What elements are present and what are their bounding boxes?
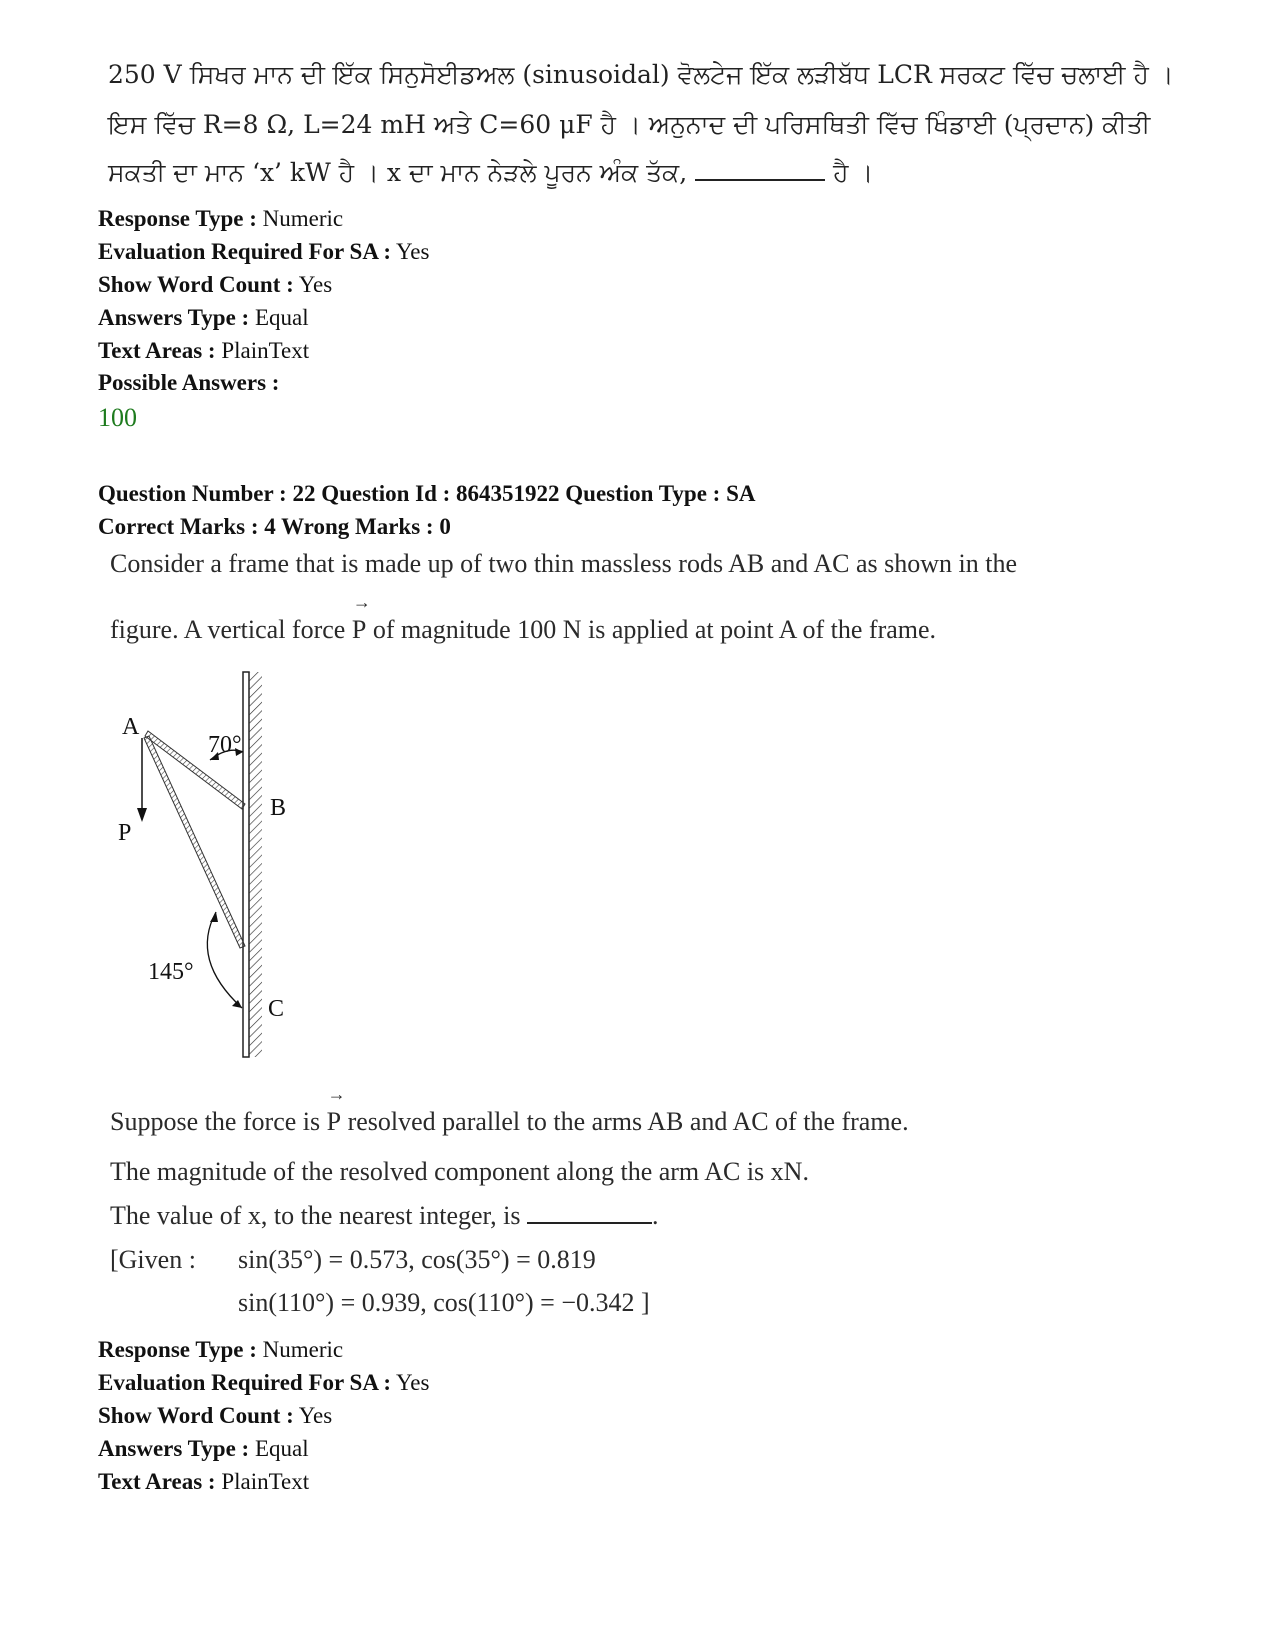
possible-answer-value: 100 — [98, 403, 137, 432]
arc-145-arrowhead-2-icon — [232, 1000, 242, 1008]
suppose-line — [110, 1084, 909, 1137]
force-vector-p-2 — [326, 1084, 346, 1137]
q21-line2: ਇਸ ਵਿੱਚ R=8 Ω, L=24 mH ਅਤੇ C=60 μF ਹੈ । ਅਨੁਨਾਦ ਦੀ ਪਰਿਸਥਿਤੀ ਵਿੱਚ ਖਿੰਡਾਈ (ਪ੍ਰਦਾਨ) ਕੀਤੀ — [108, 110, 1151, 139]
q22-stem-line2 — [110, 592, 937, 645]
force-vector-p — [351, 592, 371, 645]
question-header-line1: Question Number : 22 Question Id : 864351922 Question Type : SA — [98, 481, 756, 506]
question-header — [98, 481, 756, 507]
response-type-row-2 — [98, 1337, 343, 1363]
answer-blank-2 — [527, 1202, 652, 1224]
evaluation-row — [98, 239, 429, 265]
given-line1: sin(35°) = 0.573, cos(35°) = 0.819 — [238, 1245, 596, 1274]
given-label: [Given : — [110, 1245, 196, 1274]
response-type-value: Numeric — [262, 206, 344, 231]
text-areas-value: PlainText — [221, 338, 310, 363]
value-line-end: . — [651, 1201, 659, 1230]
q21-line3-end: ਹੈ । — [833, 158, 874, 187]
possible-answers-label: Possible Answers : — [98, 370, 280, 395]
label-c: C — [268, 996, 285, 1022]
word-count-value: Yes — [298, 272, 333, 297]
angle-145-label: 145° — [148, 959, 194, 985]
word-count-row — [98, 272, 332, 298]
answers-type-label: Answers Type : — [98, 305, 250, 330]
possible-answers-row — [98, 370, 279, 396]
force-symbol: P — [351, 615, 367, 644]
force-arrowhead-icon — [137, 808, 147, 822]
word-count-label: Show Word Count : — [98, 272, 294, 297]
q22-stem-line2-a: figure. A vertical force — [110, 615, 346, 644]
answers-type-label: Answers Type : — [98, 1436, 250, 1461]
marks-header-line: Correct Marks : 4 Wrong Marks : 0 — [98, 514, 451, 539]
response-type-label: Response Type : — [98, 206, 257, 231]
word-count-label: Show Word Count : — [98, 1403, 294, 1428]
suppose-line-a: Suppose the force is — [110, 1107, 321, 1136]
wall-hatching — [249, 672, 262, 1057]
q22-stem-line2-b: of magnitude 100 N is applied at point A of the frame. — [372, 615, 937, 644]
text-areas-row-2 — [98, 1469, 309, 1495]
q21-line1: 250 V ਸਿਖਰ ਮਾਨ ਦੀ ਇੱਕ ਸਿਨੁਸੋਈਡਅਲ (sinusoidal) ਵੋਲਟੇਜ ਇੱਕ ਲੜੀਬੱਧ LCR ਸਰਕਟ ਵਿੱਚ ਚਲਾਈ ਹੈ । — [108, 60, 1174, 89]
text-areas-label: Text Areas : — [98, 1469, 216, 1494]
q22-stem-line1: Consider a frame that is made up of two thin massless rods AB and AC as shown in the — [110, 549, 1018, 578]
q21-line3-start: ਸਕਤੀ ਦਾ ਮਾਨ ‘x’ kW ਹੈ । x ਦਾ ਮਾਨ ਨੇੜਲੇ ਪੂਰਨ ਅੰਕ ਤੱਕ, — [108, 158, 688, 187]
force-symbol: P — [326, 1107, 342, 1136]
answers-type-row — [98, 305, 309, 331]
text-areas-value: PlainText — [221, 1469, 310, 1494]
word-count-row-2 — [98, 1403, 332, 1429]
value-line-text: The value of x, to the nearest integer, is — [110, 1201, 521, 1230]
vector-arrow-icon: → — [352, 592, 371, 612]
magnitude-line: The magnitude of the resolved component along the arm AC is xN. — [110, 1157, 809, 1186]
text-areas-row — [98, 338, 309, 364]
evaluation-label: Evaluation Required For SA : — [98, 1370, 392, 1395]
answers-type-row-2 — [98, 1436, 309, 1462]
response-type-row — [98, 206, 343, 232]
evaluation-label: Evaluation Required For SA : — [98, 239, 392, 264]
answers-type-value: Equal — [254, 305, 309, 330]
label-p: P — [118, 820, 132, 846]
response-type-label: Response Type : — [98, 1337, 257, 1362]
angle-70-label: 70° — [208, 732, 242, 758]
value-line — [110, 1201, 658, 1231]
evaluation-value: Yes — [396, 1370, 430, 1395]
word-count-value: Yes — [298, 1403, 333, 1428]
wall — [243, 672, 249, 1057]
answer-blank — [695, 159, 825, 181]
frame-figure — [100, 660, 340, 1070]
label-a: A — [122, 714, 140, 740]
arc-145 — [207, 912, 242, 1008]
evaluation-row-2 — [98, 1370, 429, 1396]
text-areas-label: Text Areas : — [98, 338, 216, 363]
suppose-line-b: resolved parallel to the arms AB and AC of the frame. — [347, 1107, 909, 1136]
vector-arrow-icon: → — [327, 1084, 346, 1104]
answers-type-value: Equal — [254, 1436, 309, 1461]
q21-line3 — [108, 158, 873, 188]
response-type-value: Numeric — [262, 1337, 344, 1362]
arc-145-arrowhead-icon — [210, 912, 218, 922]
evaluation-value: Yes — [396, 239, 430, 264]
marks-header — [98, 514, 451, 540]
given-line2: sin(110°) = 0.939, cos(110°) = −0.342 ] — [238, 1288, 650, 1317]
label-b: B — [270, 795, 287, 821]
